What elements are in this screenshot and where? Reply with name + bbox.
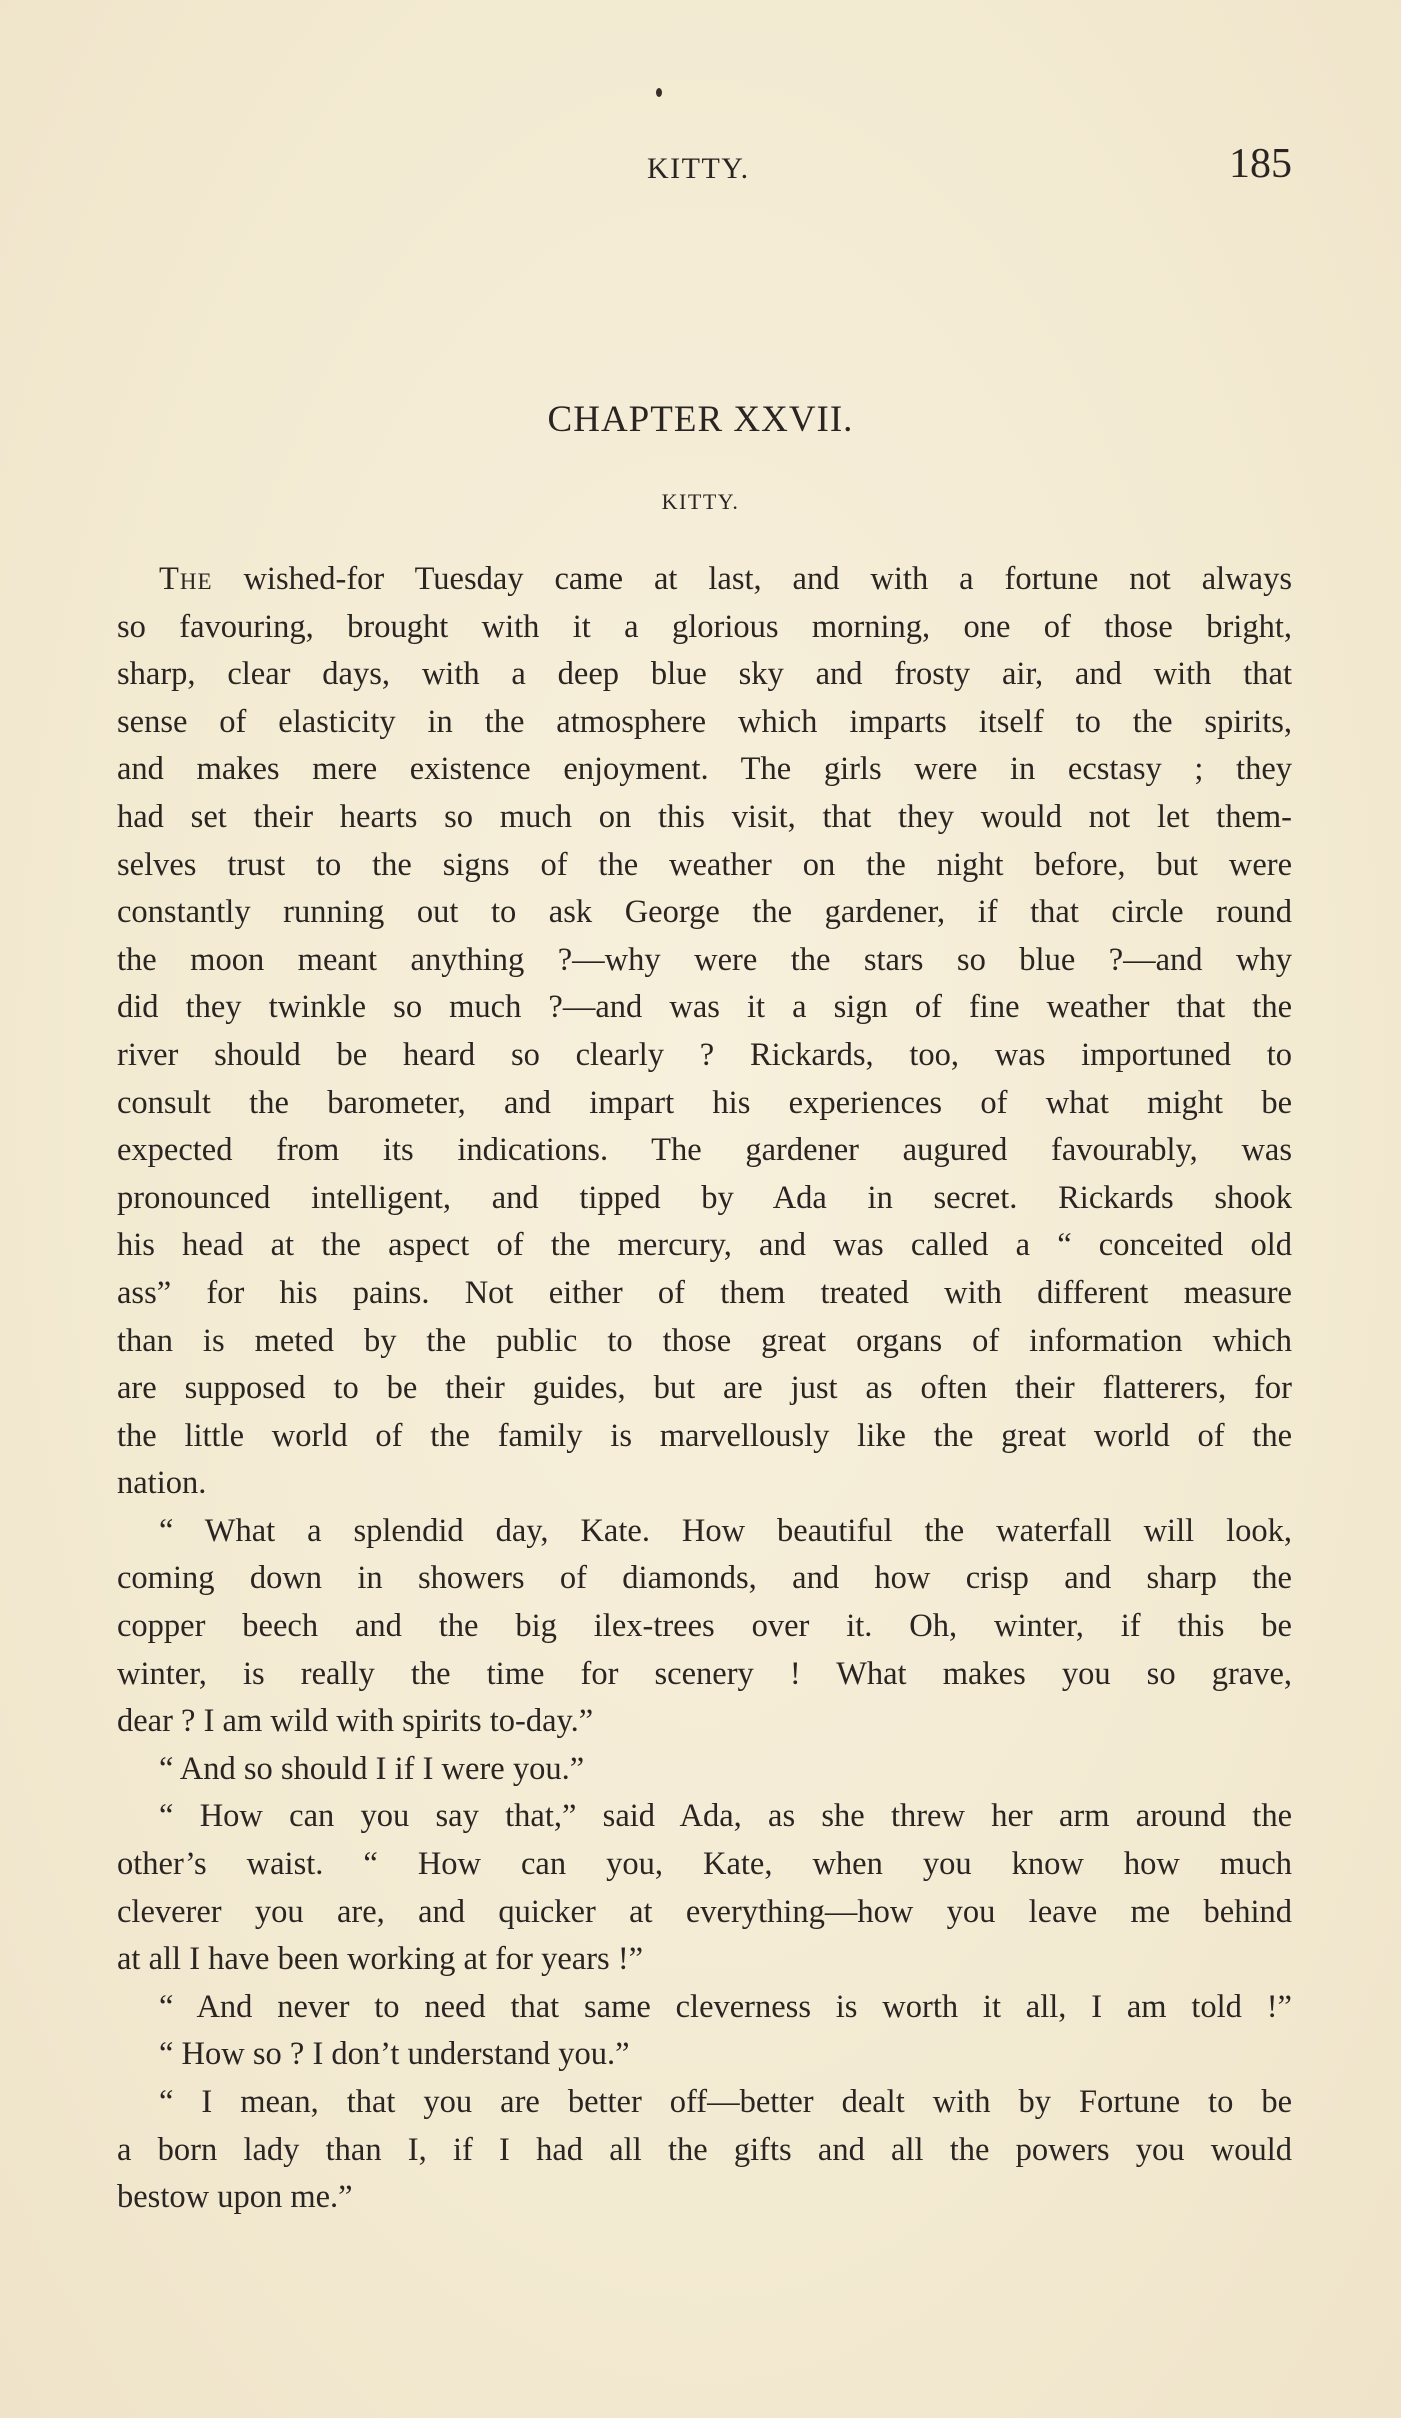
text-line: “ What a splendid day, Kate. How beautiful the waterfall will look, xyxy=(159,1512,1292,1549)
first-line-text: wished-for Tuesday came at last, and with a fortune not always xyxy=(212,561,1292,597)
text-line: had set their hearts so much on this visit, that they would not let them- xyxy=(117,798,1292,835)
text-line: ass” for his pains. Not either of them treated with different measure xyxy=(117,1274,1292,1311)
running-head xyxy=(117,140,1292,200)
text-line: the moon meant anything ?—why were the stars so blue ?—and why xyxy=(117,941,1292,978)
text-line: selves trust to the signs of the weather on the night before, but were xyxy=(117,846,1292,883)
text-line: nation. xyxy=(117,1465,207,1502)
text-line: coming down in showers of diamonds, and how crisp and sharp the xyxy=(117,1560,1292,1597)
opening-word: The xyxy=(159,561,213,597)
text-line: at all I have been working at for years !” xyxy=(117,1941,644,1978)
text-line: so favouring, brought with it a glorious morning, one of those bright, xyxy=(117,608,1292,645)
chapter-title: CHAPTER XXVII. xyxy=(547,399,854,440)
text-line: are supposed to be their guides, but are just as often their flatterers, for xyxy=(117,1370,1292,1407)
text-line: a born lady than I, if I had all the gifts and all the powers you would xyxy=(117,2131,1292,2168)
text-line: “ How so ? I don’t understand you.” xyxy=(159,2036,630,2073)
running-title: KITTY. xyxy=(647,152,750,185)
text-line: did they twinkle so much ?—and was it a sign of fine weather that the xyxy=(117,989,1292,1026)
text-line: other’s waist. “ How can you, Kate, when you know how much xyxy=(117,1846,1292,1883)
text-line: and makes mere existence enjoyment. The girls were in ecstasy ; they xyxy=(117,751,1292,788)
text-line: constantly running out to ask George the gardener, if that circle round xyxy=(117,894,1292,931)
text-line: his head at the aspect of the mercury, and was called a “ conceited old xyxy=(117,1227,1292,1264)
text-line: bestow upon me.” xyxy=(117,2179,353,2216)
text-line: “ I mean, that you are better off—better dealt with by Fortune to be xyxy=(159,2084,1292,2120)
text-line: than is meted by the public to those great organs of information which xyxy=(117,1322,1292,1359)
text-line: the little world of the family is marvellously like the great world of the xyxy=(117,1417,1292,1454)
text-line: consult the barometer, and impart his experiences of what might be xyxy=(117,1084,1292,1121)
text-line: sense of elasticity in the atmosphere which imparts itself to the spirits, xyxy=(117,703,1292,740)
text-line: sharp, clear days, with a deep blue sky and frosty air, and with that xyxy=(117,656,1292,693)
text-line: “ And so should I if I were you.” xyxy=(159,1750,585,1787)
ink-speck xyxy=(656,88,662,97)
text-line: expected from its indications. The gardener augured favourably, was xyxy=(117,1132,1292,1169)
body-text xyxy=(117,556,1292,2222)
text-line: cleverer you are, and quicker at everything—how you leave me behind xyxy=(117,1893,1292,1930)
text-line: river should be heard so clearly ? Rickards, too, was importuned to xyxy=(117,1036,1292,1073)
text-line: pronounced intelligent, and tipped by Ada in secret. Rickards shook xyxy=(117,1179,1292,1216)
page-number: 185 xyxy=(1229,141,1292,187)
text-line: copper beech and the big ilex-trees over it. Oh, winter, if this be xyxy=(117,1608,1292,1645)
text-line xyxy=(117,556,1292,604)
text-line: “ How can you say that,” said Ada, as she threw her arm around the xyxy=(159,1798,1292,1835)
chapter-subtitle: KITTY. xyxy=(661,489,740,514)
text-line: dear ? I am wild with spirits to-day.” xyxy=(117,1703,594,1740)
text-line: “ And never to need that same cleverness is worth it all, I am told !” xyxy=(159,1988,1292,2025)
text-line: winter, is really the time for scenery ! What makes you so grave, xyxy=(117,1655,1292,1692)
